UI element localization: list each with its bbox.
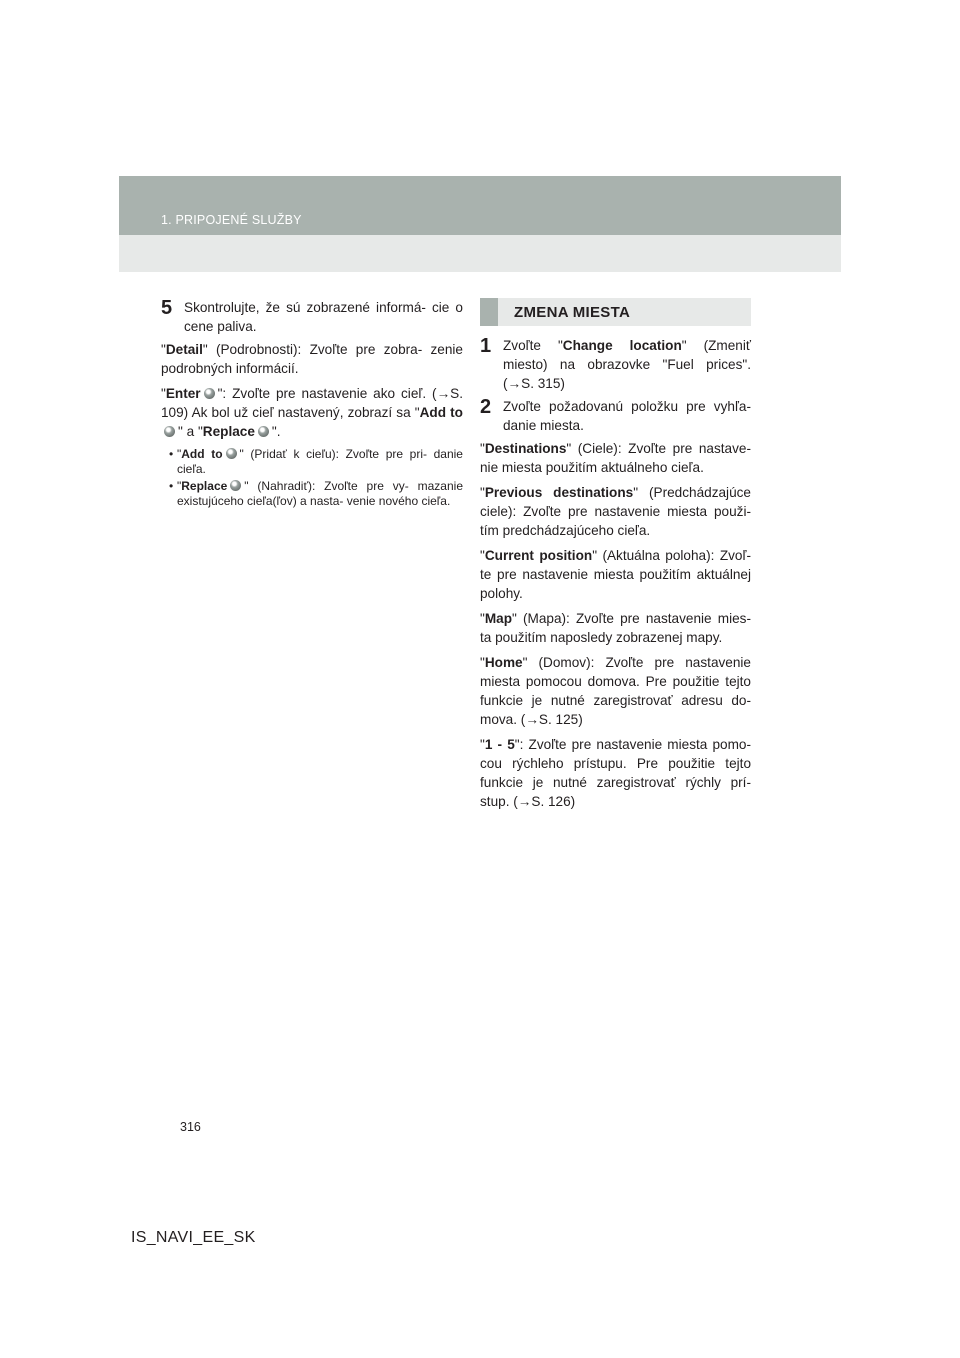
left-column <box>161 298 463 511</box>
add-to-label: Add to <box>181 447 223 461</box>
item-label: Previous destinations <box>484 485 634 500</box>
item-destinations: "Destinations" (Ciele): Zvoľte pre nastave- nie miesta použitím aktuálneho cieľa. <box>480 441 751 475</box>
enter-paragraph: "Enter ": Zvoľte pre nastavenie ako cieľ. (→S. 109) Ak bol už cieľ nastavený, zobrazí sa "Add to" a "Replace ". <box>161 386 463 439</box>
bullet-replace: • "Replace " (Nahradiť): Zvoľte pre vy- mazanie existujúceho cieľa(ľov) a nasta- venie nového cieľa. <box>169 479 463 508</box>
item-label: Destinations <box>484 441 567 456</box>
detail-paragraph: "Detail" (Podrobnosti): Zvoľte pre zobra- zenie podrobných informácií. <box>161 342 463 376</box>
step-1: 1 Zvoľte "Change location" (Zmeniť miesto) na obrazovke "Fuel prices". (→S. 315) <box>480 335 751 391</box>
disc-icon <box>258 426 269 437</box>
item-map: "Map" (Mapa): Zvoľte pre nastavenie mies- ta použitím naposledy zobrazenej mapy. <box>480 611 751 645</box>
disc-icon <box>226 448 237 459</box>
item-quick-access: "1 - 5": Zvoľte pre nastavenie miesta pomo- cou rýchleho prístupu. Pre použitie tejto funkcie je nutné zaregistrovať rýchly prí- stup. (→S. 126) <box>480 737 752 809</box>
disc-icon <box>164 426 175 437</box>
item-home: "Home" (Domov): Zvoľte pre nastavenie miesta pomocou domova. Pre použitie tejto funkcie je nutné zaregistrovať adresu do- mova. (→S. 125) <box>480 655 751 727</box>
replace-label: Replace <box>181 479 228 493</box>
step-2 <box>480 397 751 435</box>
item-current-position: "Current position" (Aktuálna poloha): Zvoľ- te pre nastavenie miesta použitím aktuálnej polohy. <box>480 548 751 601</box>
step-number: 2 <box>480 396 492 418</box>
document-code: IS_NAVI_EE_SK <box>131 1229 256 1246</box>
step-number: 5 <box>161 297 173 319</box>
detail-label: Detail <box>165 342 203 357</box>
change-location-label: Change location <box>562 338 682 353</box>
header-sub-band <box>119 235 841 272</box>
item-label: Home <box>484 655 523 670</box>
section-header: ZMENA MIESTA <box>480 298 751 326</box>
detail-text: (Podrobnosti): Zvoľte pre zobra- zenie podrobných informácií. <box>161 342 463 376</box>
bullet-add-to: • "Add to " (Pridať k cieľu): Zvoľte pre pri- danie cieľa. <box>169 447 463 476</box>
step-5 <box>161 298 463 336</box>
arrow-icon: → <box>436 386 451 401</box>
page-number: 316 <box>180 1120 201 1134</box>
arrow-icon: → <box>517 794 532 809</box>
arrow-icon: → <box>507 376 522 391</box>
item-label: 1 - 5 <box>484 737 515 752</box>
item-label: Map <box>484 611 513 626</box>
replace-label: Replace <box>202 424 255 439</box>
bullet-dot: • <box>169 447 174 461</box>
enter-label: Enter <box>165 386 201 401</box>
step-text: Skontrolujte, že sú zobrazené informá- cie o cene paliva. <box>184 300 463 334</box>
step-text: Zvoľte požadovanú položku pre vyhľa- danie miesta. <box>503 399 751 433</box>
disc-icon <box>230 480 241 491</box>
arrow-icon: → <box>525 712 539 727</box>
step-number: 1 <box>480 335 492 357</box>
chapter-title: 1. PRIPOJENÉ SLUŽBY <box>161 213 302 227</box>
right-column <box>480 298 751 817</box>
item-previous-destinations: "Previous destinations" (Predchádzajúce ciele): Zvoľte pre nastavenie miesta použi- tím predchádzajúceho cieľa. <box>480 485 751 538</box>
item-label: Current position <box>484 548 593 563</box>
add-to-label: Add to <box>419 405 463 420</box>
bullet-dot: • <box>169 479 174 493</box>
disc-icon <box>204 388 215 399</box>
